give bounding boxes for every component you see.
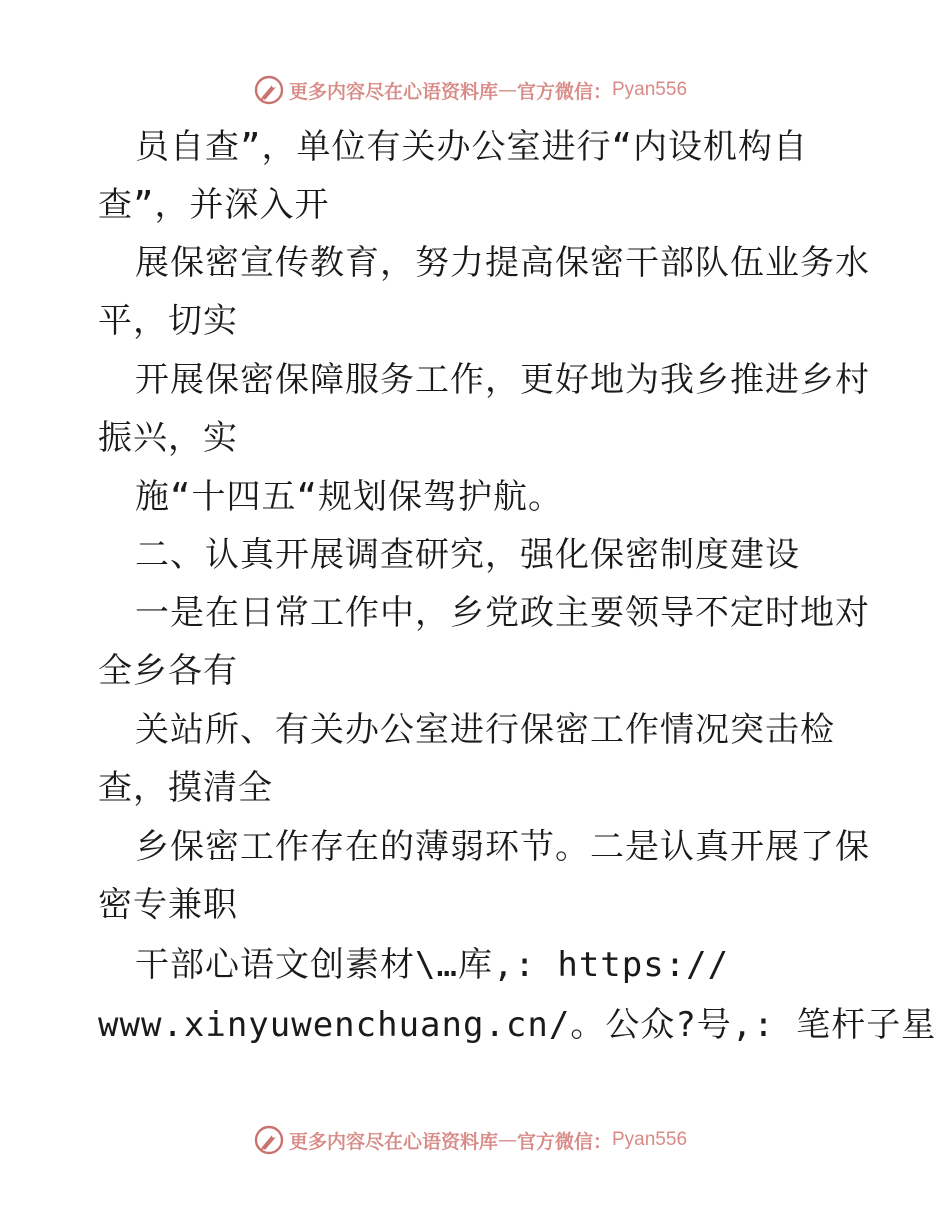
body-line: 乡保密工作存在的薄弱环节。二是认真开展了保 [135, 827, 870, 867]
header-banner [0, 70, 950, 110]
body-line: 员自查”，单位有关办公室进行“内设机构自 [135, 127, 808, 167]
body-line: 全乡各有 [98, 651, 238, 691]
body-line: 展保密宣传教育，努力提高保密干部队伍业务水 [135, 243, 870, 283]
banner-title: 更多内容尽在心语资料库 [288, 80, 498, 103]
section-heading: 二、认真开展调查研究，强化保密制度建设 [135, 535, 800, 575]
banner-wechat-label: 官方微信： [516, 1130, 612, 1153]
body-line: 平，切实 [98, 301, 238, 341]
banner-title: 更多内容尽在心语资料库 [288, 1130, 498, 1153]
banner-separator: — [497, 1129, 517, 1151]
pen-logo-icon [253, 74, 285, 106]
body-line: 关站所、有关办公室进行保密工作情况突击检 [135, 710, 835, 750]
body-line: 密专兼职 [98, 885, 238, 925]
body-line: www.xinyuwenchuang.cn/。公众?号,: 笔杆子星 [98, 1005, 937, 1045]
body-line: 开展保密保障服务工作，更好地为我乡推进乡村 [135, 360, 870, 400]
body-line: 查，摸清全 [98, 768, 273, 808]
banner-wechat-id: Pyan556 [612, 79, 688, 100]
banner-wechat-label: 官方微信： [516, 80, 612, 103]
body-line: 干部心语文创素材\…库,: https:// [135, 945, 730, 985]
body-line: 施“十四五“规划保驾护航。 [135, 477, 563, 517]
body-line: 查”，并深入开 [98, 185, 330, 225]
banner-separator: — [497, 79, 517, 101]
body-line: 一是在日常工作中，乡党政主要领导不定时地对 [135, 593, 870, 633]
body-line: 振兴，实 [98, 418, 238, 458]
footer-banner [0, 1120, 950, 1160]
banner-wechat-id: Pyan556 [612, 1129, 688, 1150]
pen-logo-icon [253, 1124, 285, 1156]
